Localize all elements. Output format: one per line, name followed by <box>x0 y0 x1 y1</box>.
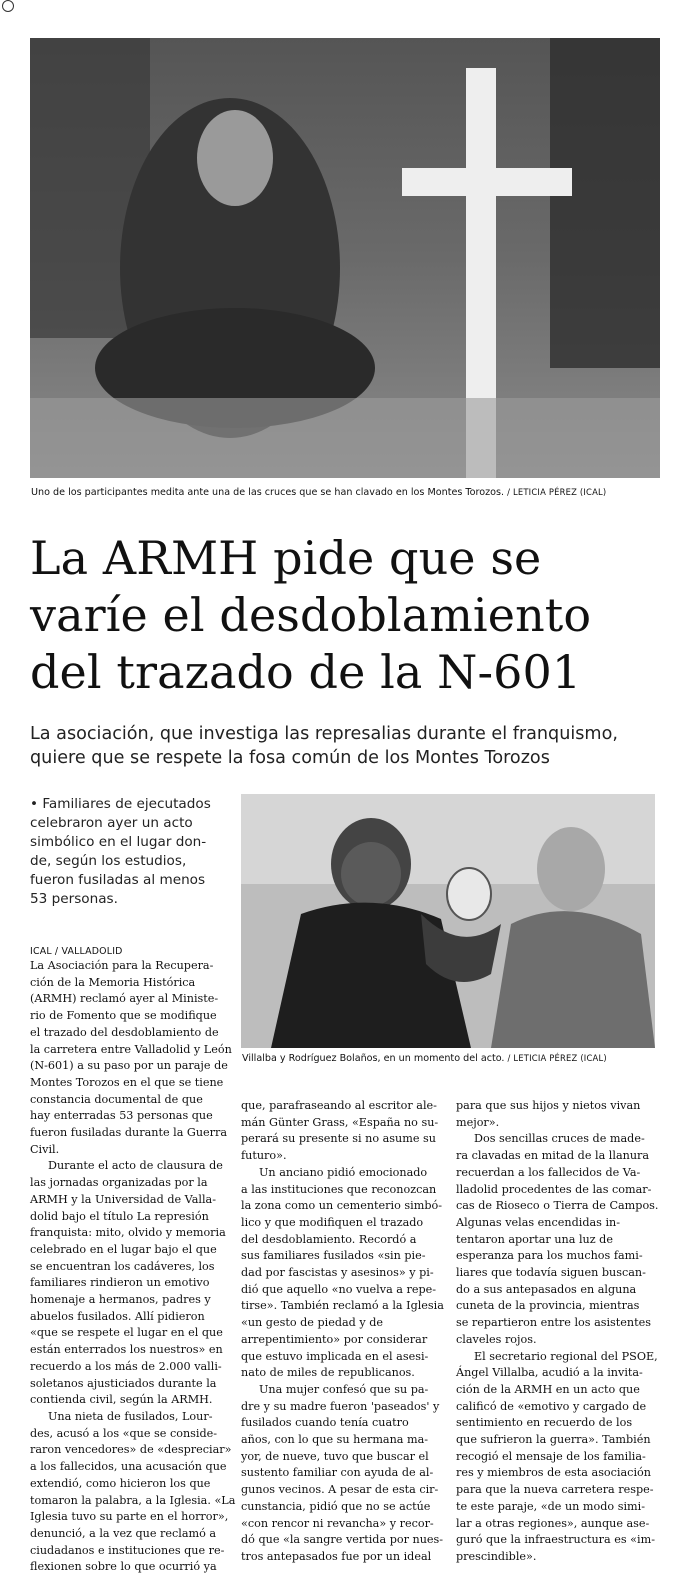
body-line: yor, de nueve, tuvo que buscar el <box>241 1449 429 1463</box>
body-line: ción de la Memoria Histórica <box>30 975 196 989</box>
body-paragraph <box>30 958 232 1158</box>
body-line: do a sus antepasados en alguna <box>456 1282 637 1296</box>
body-line: fueron fusiladas durante la Guerra <box>30 1126 228 1140</box>
bottom-caption-credit: / LETICIA PÉREZ (ICAL) <box>507 1053 607 1063</box>
subheadline <box>30 722 680 770</box>
lead-line: 53 personas. <box>30 891 118 907</box>
body-line: cunstancia, pidió que no se actúe <box>241 1499 431 1513</box>
body-line: Iglesia tuvo su parte en el horror», <box>30 1510 229 1524</box>
body-line: ciudadanos e instituciones que re- <box>30 1543 225 1557</box>
body-line: que, parafraseando al escritor ale- <box>241 1099 437 1112</box>
byline: ICAL / VALLADOLID <box>30 946 123 957</box>
lead-line: celebraron ayer un acto <box>30 815 193 831</box>
body-line: la carretera entre Valladolid y León <box>30 1042 232 1056</box>
bottom-photo-image <box>241 794 655 1048</box>
body-line: lico y que modifiquen el trazado <box>241 1215 424 1229</box>
body-line: perará su presente si no asume su <box>241 1132 436 1146</box>
body-line: mán Günter Grass, «España no su- <box>241 1115 439 1129</box>
body-paragraph <box>241 1382 444 1566</box>
page-corner-mark <box>2 0 14 12</box>
body-line: nato de miles de republicanos. <box>241 1366 415 1380</box>
body-line: rio de Fomento que se modifique <box>30 1009 217 1023</box>
body-paragraph <box>241 1098 441 1165</box>
body-line: Civil. <box>30 1142 60 1156</box>
body-line: para que la nueva carretera respe- <box>456 1483 654 1497</box>
body-line: sus familiares fusilados «sin pie- <box>241 1249 426 1263</box>
body-line: Dos sencillas cruces de made- <box>474 1132 645 1146</box>
lead-line: • Familiares de ejecutados <box>30 796 211 812</box>
body-line: están enterrados los nuestros» en <box>30 1343 223 1357</box>
body-line: Durante el acto de clausura de <box>48 1159 223 1173</box>
headline <box>30 530 670 701</box>
body-paragraph <box>456 1349 656 1566</box>
body-line: la zona como un cementerio simbó- <box>241 1199 442 1213</box>
body-line: del desdoblamiento. Recordó a <box>241 1232 417 1246</box>
body-line: La Asociación para la Recupera- <box>30 959 214 972</box>
body-paragraph <box>30 1158 224 1409</box>
body-line: futuro». <box>241 1149 287 1163</box>
body-line: homenaje a hermanos, padres y <box>30 1293 211 1307</box>
body-line: ción de la ARMH en un acto que <box>456 1382 640 1396</box>
body-line: «un gesto de piedad y de <box>241 1316 384 1330</box>
body-line: franquista: mito, olvido y memoria <box>30 1226 226 1240</box>
body-line: recogió el mensaje de los familia- <box>456 1449 646 1463</box>
body-line: lar a otras regiones», aunque ase- <box>456 1516 650 1530</box>
body-line: gunos vecinos. A pesar de esta cir- <box>241 1483 439 1497</box>
body-line: «que se respete el lugar en el que <box>30 1326 223 1340</box>
body-line: guró que la infraestructura es «im- <box>456 1533 655 1547</box>
body-line: celebrado en el lugar bajo el que <box>30 1242 217 1256</box>
body-line: (ARMH) reclamó ayer al Ministe- <box>30 992 219 1006</box>
body-line: tomaron la palabra, a la Iglesia. «La <box>30 1493 236 1507</box>
body-line: las jornadas organizadas por la <box>30 1176 208 1190</box>
body-line: cas de Rioseco o Tierra de Campos. <box>456 1199 659 1213</box>
body-column-3 <box>456 1098 659 1566</box>
body-line: des, acusó a los «que se conside- <box>30 1426 218 1440</box>
body-line: extendió, como hicieron los que <box>30 1476 211 1490</box>
body-line: dó que «la sangre vertida por nues- <box>241 1533 444 1547</box>
body-line: El secretario regional del PSOE, <box>474 1349 658 1363</box>
body-line: Una mujer confesó que su pa- <box>259 1382 429 1396</box>
lead-summary <box>30 795 235 909</box>
subheadline-line: La asociación, que investiga las represalias durante el franquismo, <box>30 724 618 744</box>
body-line: sustento familiar con ayuda de al- <box>241 1466 434 1480</box>
body-line: Algunas velas encendidas in- <box>456 1215 621 1229</box>
body-line: familiares rindieron un emotivo <box>30 1276 210 1290</box>
subheadline-line: quiere que se respete la fosa común de los Montes Torozos <box>30 748 550 768</box>
body-line: mejor». <box>456 1115 500 1129</box>
body-line: (N-601) a su paso por un paraje de <box>30 1059 228 1073</box>
body-paragraph <box>30 1409 236 1575</box>
body-paragraph <box>456 1131 659 1348</box>
body-line: lladolid procedentes de las comar- <box>456 1182 652 1196</box>
top-caption-credit: / LETICIA PÉREZ (ICAL) <box>507 487 607 497</box>
body-line: raron vencedores» de «despreciar» <box>30 1443 232 1457</box>
body-line: abuelos fusilados. Allí pidieron <box>30 1309 205 1323</box>
body-line: el trazado del desdoblamiento de <box>30 1025 219 1039</box>
body-line: recuerdan a los fallecidos de Va- <box>456 1165 641 1179</box>
body-line: tros antepasados fue por un ideal <box>241 1549 432 1563</box>
top-caption-text: Uno de los participantes medita ante una de las cruces que se han clavado en los Montes Torozos. <box>31 487 505 498</box>
top-photo <box>30 38 660 478</box>
body-line: dad por fascistas y asesinos» y pi- <box>241 1266 434 1280</box>
body-line: sentimiento en recuerdo de los <box>456 1416 633 1430</box>
body-line: cuneta de la provincia, mientras <box>456 1299 640 1313</box>
body-line: Un anciano pidió emocionado <box>259 1165 428 1179</box>
body-line: soletanos ajusticiados durante la <box>30 1376 217 1390</box>
body-paragraph <box>241 1165 444 1382</box>
top-photo-image <box>30 38 660 478</box>
headline-line: varíe el desdoblamiento <box>30 588 592 642</box>
body-line: que sufrieron la guerra». También <box>456 1433 651 1447</box>
body-line: dolid bajo el título La represión <box>30 1209 209 1223</box>
body-line: Una nieta de fusilados, Lour- <box>48 1409 213 1423</box>
body-paragraph <box>456 1098 656 1131</box>
bottom-photo <box>241 794 655 1048</box>
body-line: se repartieron entre los asistentes <box>456 1316 651 1330</box>
bottom-photo-caption <box>242 1052 607 1065</box>
body-column-1 <box>30 958 236 1575</box>
body-line: claveles rojos. <box>456 1332 537 1346</box>
body-line: flexionen sobre lo que ocurrió ya <box>30 1560 217 1574</box>
top-photo-caption <box>31 486 606 499</box>
bottom-caption-text: Villalba y Rodríguez Bolaños, en un momento del acto. <box>242 1053 505 1064</box>
body-line: liares que todavía siguen buscan- <box>456 1266 646 1280</box>
body-line: calificó de «emotivo y cargado de <box>456 1399 647 1413</box>
body-line: tentaron aportar una luz de <box>456 1232 613 1246</box>
body-line: recuerdo a los más de 2.000 valli- <box>30 1359 222 1373</box>
body-line: constancia documental de que <box>30 1092 203 1106</box>
body-line: dió que aquello «no vuelva a repe- <box>241 1282 437 1296</box>
body-line: fusilados cuando tenía cuatro <box>241 1416 409 1430</box>
body-line: para que sus hijos y nietos vivan <box>456 1099 641 1112</box>
body-line: Montes Torozos en el que se tiene <box>30 1075 224 1089</box>
headline-line: del trazado de la N-601 <box>30 645 582 699</box>
body-column-2 <box>241 1098 444 1566</box>
body-line: ARMH y la Universidad de Valla- <box>30 1192 216 1206</box>
body-line: arrepentimiento» por considerar <box>241 1332 428 1346</box>
body-line: se encuentran los cadáveres, los <box>30 1259 215 1273</box>
body-line: hay enterradas 53 personas que <box>30 1109 213 1123</box>
body-line: prescindible». <box>456 1549 537 1563</box>
body-line: tirse». También reclamó a la Iglesia <box>241 1299 444 1313</box>
body-line: que estuvo implicada en el asesi- <box>241 1349 429 1363</box>
body-line: te este paraje, «de un modo simi- <box>456 1499 645 1513</box>
headline-line: La ARMH pide que se <box>30 531 542 585</box>
body-line: res y miembros de esta asociación <box>456 1466 651 1480</box>
body-line: a los fallecidos, una acusación que <box>30 1460 227 1474</box>
lead-line: simbólico en el lugar don- <box>30 834 207 850</box>
body-line: años, con lo que su hermana ma- <box>241 1433 429 1447</box>
lead-line: de, según los estudios, <box>30 853 187 869</box>
body-line: a las instituciones que reconozcan <box>241 1182 437 1196</box>
body-line: denunció, a la vez que reclamó a <box>30 1526 217 1540</box>
body-line: dre y su madre fueron 'paseados' y <box>241 1399 440 1413</box>
body-line: ra clavadas en mitad de la llanura <box>456 1149 650 1163</box>
body-line: esperanza para los muchos fami- <box>456 1249 643 1263</box>
lead-line: fueron fusiladas al menos <box>30 872 206 888</box>
body-line: Ángel Villalba, acudió a la invita- <box>456 1366 643 1380</box>
body-line: contienda civil, según la ARMH. <box>30 1393 213 1407</box>
body-line: «con rencor ni revancha» y recor- <box>241 1516 434 1530</box>
